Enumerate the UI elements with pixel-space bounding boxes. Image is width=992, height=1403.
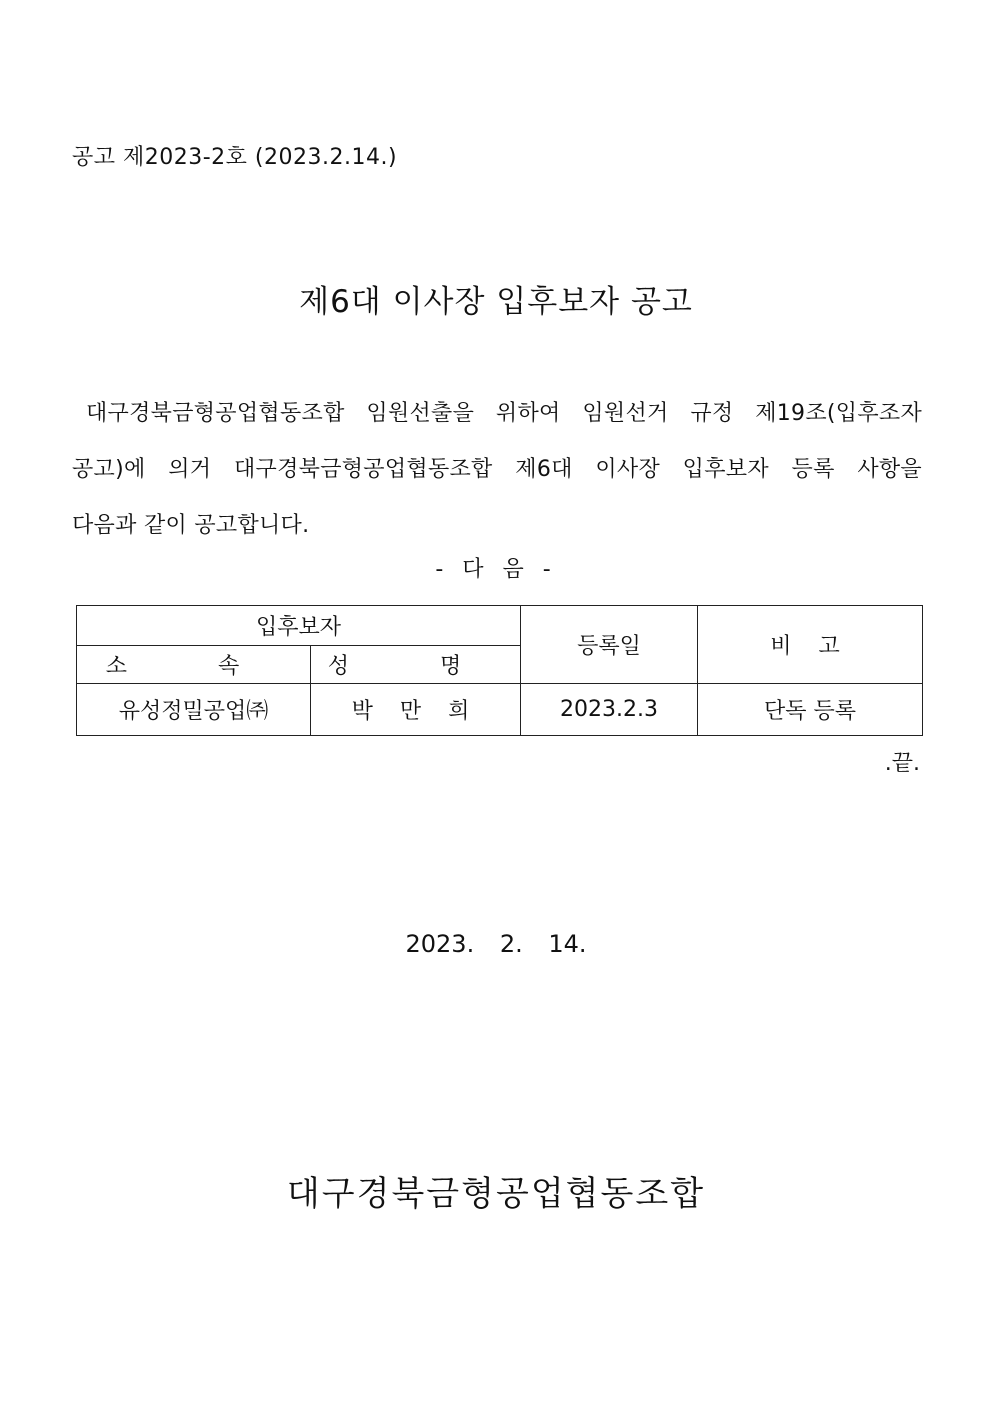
- header-candidates: 입후보자: [77, 606, 521, 646]
- notice-number: 공고 제2023-2호 (2023.2.14.): [72, 145, 398, 170]
- table-row: [77, 684, 923, 736]
- end-mark: .끝.: [884, 751, 920, 776]
- issuer-name: 대구경북금형공업협동조합: [286, 1174, 706, 1214]
- body-line: 공고)에 의거 대구경북금형공업협동조합 제6대 이사장 입후보자 등록 사항을: [72, 457, 922, 482]
- page-title: 제6대 이사장 입후보자 공고: [299, 284, 693, 320]
- cell-note: 단독 등록: [698, 684, 923, 736]
- cell-name: 박 만 희: [311, 684, 521, 736]
- candidate-table: [76, 605, 923, 736]
- header-registration-date: 등록일: [521, 606, 698, 684]
- cell-date: 2023.2.3: [521, 684, 698, 736]
- cell-affiliation: 유성정밀공업㈜: [77, 684, 311, 736]
- body-line: 대구경북금형공업협동조합 임원선출을 위하여 임원선거 규정 제19조(입후조자: [86, 401, 922, 426]
- section-separator: - 다 음 -: [435, 557, 557, 582]
- issue-date: 2023. 2. 14.: [405, 930, 587, 958]
- body-paragraph: [72, 386, 922, 554]
- body-line: 다음과 같이 공고합니다.: [72, 513, 310, 538]
- header-affiliation: 소 속: [77, 646, 311, 684]
- header-note: 비 고: [698, 606, 923, 684]
- header-name: 성 명: [311, 646, 521, 684]
